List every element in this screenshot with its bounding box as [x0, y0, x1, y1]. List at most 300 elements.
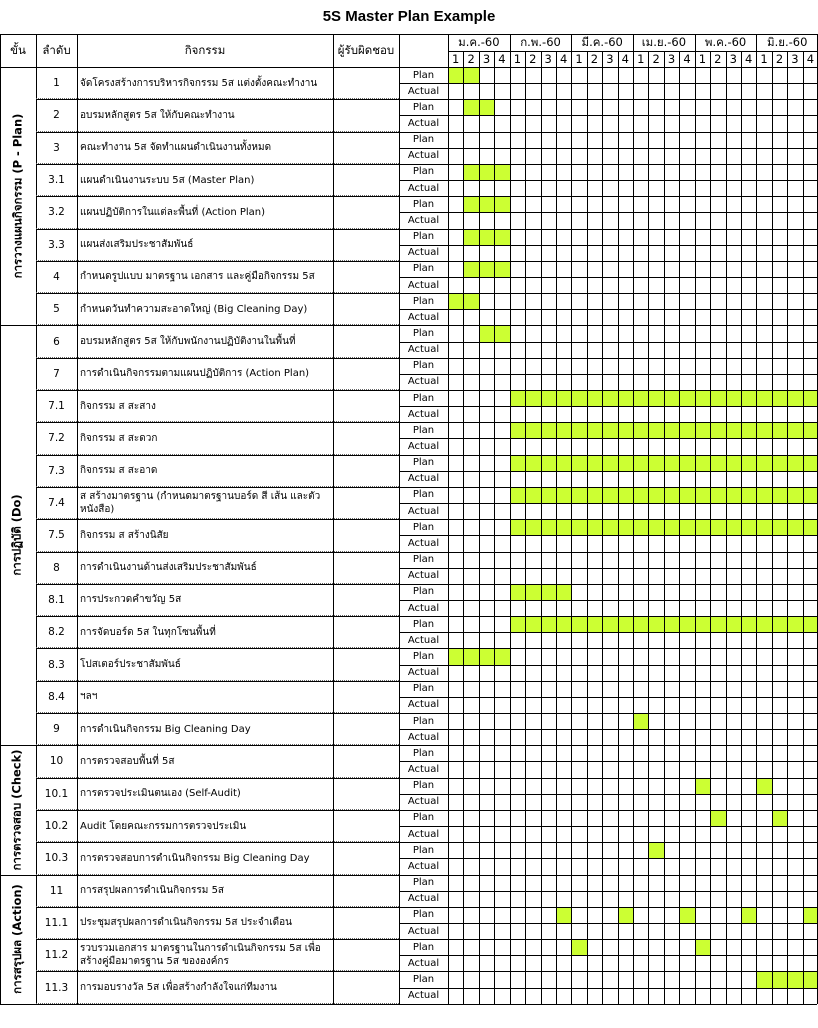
task-name: กิจกรรม ส สร้างนิสัย	[80, 529, 169, 541]
plan-bar-cell	[541, 422, 556, 438]
task-seq: 10.3	[44, 852, 69, 865]
week-header: 2	[590, 52, 599, 66]
plan-label: Plan	[412, 877, 435, 889]
grid-line	[36, 648, 817, 649]
grid-line	[664, 51, 665, 1004]
grid-line	[36, 358, 817, 359]
grid-line	[36, 681, 817, 682]
plan-label: Plan	[412, 521, 435, 533]
grid-line	[399, 858, 817, 859]
actual-label: Actual	[407, 311, 440, 323]
plan-bar-cell	[494, 196, 509, 212]
plan-label: Plan	[412, 69, 435, 81]
plan-bar-cell	[571, 487, 586, 503]
task-name: การดำเนินงานด้านส่งเสริมประชาสัมพันธ์	[80, 562, 257, 574]
plan-bar-cell	[525, 455, 540, 471]
plan-bar-cell	[541, 455, 556, 471]
task-seq: 3.3	[48, 238, 65, 251]
plan-bar-cell	[510, 616, 525, 632]
plan-label: Plan	[412, 134, 435, 146]
week-header: 3	[482, 52, 491, 66]
grid-line	[787, 51, 788, 1004]
week-header: 2	[775, 52, 784, 66]
actual-label: Actual	[407, 118, 440, 129]
plan-bar-cell	[510, 390, 525, 406]
grid-line	[399, 923, 817, 924]
plan-bar-cell	[648, 455, 663, 471]
grid-line	[399, 342, 817, 343]
task-name: การมอบรางวัล 5ส เพื่อสร้างกำลังใจแก่ทีมงาน	[80, 982, 277, 994]
phase-label-text: การสรุปผล (Action)	[10, 884, 25, 994]
actual-label: Actual	[407, 893, 440, 905]
plan-bar-cell	[510, 584, 525, 600]
plan-bar-cell	[741, 390, 756, 406]
plan-bar-cell	[525, 519, 540, 535]
plan-bar-cell	[541, 584, 556, 600]
plan-bar-cell	[710, 422, 725, 438]
plan-label: Plan	[412, 295, 435, 307]
plan-bar-cell	[679, 907, 694, 923]
plan-bar-cell	[525, 616, 540, 632]
week-header: 1	[698, 52, 707, 66]
week-header: 4	[621, 52, 629, 66]
plan-bar-cell	[602, 519, 617, 535]
grid-line	[36, 293, 817, 294]
grid-line	[399, 632, 817, 633]
grid-line	[710, 51, 711, 1004]
plan-bar-cell	[556, 390, 571, 406]
task-seq: 10.2	[44, 820, 69, 833]
plan-bar-cell	[787, 487, 802, 503]
plan-bar-cell	[664, 487, 679, 503]
plan-bar-cell	[510, 519, 525, 535]
grid-line	[36, 778, 817, 779]
plan-bar-cell	[787, 455, 802, 471]
plan-bar-cell	[633, 487, 648, 503]
plan-bar-cell	[494, 164, 509, 180]
task-seq: 8.1	[48, 593, 65, 606]
grid-line	[399, 471, 817, 472]
week-header: 2	[652, 52, 660, 66]
plan-bar-cell	[664, 390, 679, 406]
task-name: Audit โดยคณะกรรมการตรวจประเมิน	[80, 820, 247, 832]
task-name: แผนปฏิบัติการในแต่ละพื้นที่ (Action Plan)	[80, 206, 266, 218]
week-header: 3	[791, 52, 799, 66]
task-name: การดำเนินกิจกรรม Big Cleaning Day	[80, 723, 251, 735]
grid-line	[399, 535, 817, 536]
grid-line	[36, 810, 817, 811]
plan-bar-cell	[726, 616, 741, 632]
plan-bar-cell	[602, 422, 617, 438]
week-header: 2	[529, 52, 537, 66]
plan-bar-cell	[463, 229, 478, 245]
plan-bar-cell	[710, 390, 725, 406]
plan-bar-cell	[448, 67, 463, 83]
plan-bar-cell	[463, 261, 478, 277]
grid-line	[399, 761, 817, 762]
plan-label: Plan	[412, 812, 435, 824]
grid-line	[399, 988, 817, 989]
plan-bar-cell	[633, 616, 648, 632]
grid-line	[399, 955, 817, 956]
task-seq: 7.4	[48, 497, 65, 510]
actual-label: Actual	[407, 796, 440, 808]
week-header: 1	[575, 52, 583, 66]
plan-bar-cell	[664, 422, 679, 438]
plan-label: Plan	[412, 327, 435, 339]
task-seq: 5	[53, 303, 60, 316]
task-name: จัดโครงสร้างการบริหารกิจกรรม 5ส แต่งตั้งคณะทำงาน	[80, 77, 318, 89]
task-seq: 8	[53, 561, 60, 574]
plan-label: Plan	[412, 392, 435, 404]
grid-line	[648, 51, 649, 1004]
plan-bar-cell	[679, 487, 694, 503]
plan-bar-cell	[772, 810, 787, 826]
plan-bar-cell	[772, 422, 787, 438]
plan-bar-cell	[695, 939, 710, 955]
plan-bar-cell	[772, 971, 787, 987]
header-phase: ขั้น	[10, 42, 26, 57]
week-header: 4	[559, 52, 568, 66]
phase-label-text: การตรวจสอบ (Check)	[10, 749, 25, 871]
grid-line	[36, 519, 817, 520]
month-header: พ.ค.-60	[704, 34, 747, 49]
plan-label: Plan	[412, 166, 435, 178]
grid-line	[399, 697, 817, 698]
plan-bar-cell	[525, 422, 540, 438]
plan-bar-cell	[633, 390, 648, 406]
actual-label: Actual	[407, 408, 440, 420]
actual-label: Actual	[407, 957, 440, 969]
header-seq: ลำดับ	[42, 42, 71, 57]
task-seq: 8.4	[48, 690, 65, 703]
grid-line	[399, 83, 817, 84]
plan-bar-cell	[510, 487, 525, 503]
actual-label: Actual	[407, 860, 440, 872]
plan-bar-cell	[463, 67, 478, 83]
actual-label: Actual	[407, 473, 440, 485]
plan-bar-cell	[510, 455, 525, 471]
task-seq: 7.2	[48, 432, 65, 445]
plan-bar-cell	[633, 713, 648, 729]
plan-label: Plan	[412, 424, 435, 436]
plan-bar-cell	[772, 455, 787, 471]
actual-label: Actual	[407, 764, 440, 775]
grid-line	[587, 51, 588, 1004]
plan-label: Plan	[412, 198, 435, 210]
task-seq: 8.3	[48, 658, 65, 671]
grid-line	[0, 745, 817, 746]
plan-bar-cell	[556, 584, 571, 600]
grid-line	[36, 261, 817, 262]
task-seq: 11	[49, 884, 64, 897]
plan-bar-cell	[756, 455, 771, 471]
grid-line	[36, 487, 817, 488]
plan-bar-cell	[463, 293, 478, 309]
week-header: 1	[760, 52, 768, 66]
plan-bar-cell	[756, 487, 771, 503]
plan-bar-cell	[556, 422, 571, 438]
week-header: 4	[683, 52, 691, 66]
task-seq: 11.3	[44, 981, 69, 994]
plan-bar-cell	[463, 196, 478, 212]
plan-bar-cell	[602, 455, 617, 471]
plan-bar-cell	[664, 519, 679, 535]
actual-label: Actual	[407, 925, 440, 937]
actual-label: Actual	[407, 214, 440, 226]
plan-bar-cell	[541, 616, 556, 632]
plan-bar-cell	[726, 487, 741, 503]
plan-label: Plan	[412, 586, 435, 598]
plan-bar-cell	[710, 519, 725, 535]
plan-bar-cell	[772, 390, 787, 406]
plan-bar-cell	[679, 616, 694, 632]
plan-bar-cell	[571, 519, 586, 535]
actual-label: Actual	[407, 505, 440, 517]
actual-label: Actual	[407, 344, 440, 356]
grid-line	[36, 196, 817, 197]
task-name: อบรมหลักสูตร 5ส ให้กับคณะทำงาน	[80, 109, 235, 121]
plan-bar-cell	[710, 810, 725, 826]
plan-bar-cell	[479, 99, 494, 115]
grid-line	[36, 552, 817, 553]
grid-line	[726, 51, 727, 1004]
actual-label: Actual	[407, 279, 440, 291]
phase-label	[0, 875, 36, 1004]
plan-bar-cell	[726, 390, 741, 406]
task-seq: 3.2	[48, 206, 65, 219]
grid-line	[36, 455, 817, 456]
grid-line	[399, 665, 817, 666]
plan-bar-cell	[494, 261, 509, 277]
grid-line	[399, 374, 817, 375]
plan-bar-cell	[741, 422, 756, 438]
grid-line	[541, 51, 542, 1004]
plan-label: Plan	[412, 101, 435, 113]
task-name: ฯลฯ	[80, 691, 98, 703]
plan-bar-cell	[726, 519, 741, 535]
plan-bar-cell	[571, 390, 586, 406]
plan-bar-cell	[602, 616, 617, 632]
task-name: การประกวดคำขวัญ 5ส	[80, 594, 182, 606]
plan-bar-cell	[556, 487, 571, 503]
plan-label: Plan	[412, 650, 435, 662]
phase-label	[0, 325, 36, 745]
plan-label: Plan	[412, 844, 435, 856]
grid-line	[399, 180, 817, 181]
grid-line	[399, 212, 817, 213]
plan-bar-cell	[679, 390, 694, 406]
task-seq: 7.5	[48, 529, 65, 542]
plan-bar-cell	[510, 422, 525, 438]
plan-bar-cell	[648, 422, 663, 438]
plan-bar-cell	[463, 164, 478, 180]
plan-bar-cell	[695, 422, 710, 438]
plan-bar-cell	[525, 487, 540, 503]
grid-line	[399, 115, 817, 116]
task-seq: 11.2	[44, 949, 69, 962]
actual-label: Actual	[407, 182, 440, 194]
phase-label-text: การปฏิบัติ (Do)	[10, 494, 25, 577]
phase-label-text: การวางแผนกิจกรรม (P - Plan)	[10, 113, 24, 279]
plan-bar-cell	[448, 293, 463, 309]
plan-bar-cell	[556, 907, 571, 923]
grid-line	[399, 438, 817, 439]
task-seq: 8.2	[48, 626, 65, 639]
plan-bar-cell	[772, 487, 787, 503]
page-title: 5S Master Plan Example	[322, 8, 496, 25]
plan-bar-cell	[741, 519, 756, 535]
week-header: 3	[606, 52, 614, 66]
plan-bar-cell	[602, 390, 617, 406]
plan-label: Plan	[412, 231, 435, 243]
task-seq: 9	[53, 723, 60, 736]
task-name: การดำเนินกิจกรรมตามแผนปฏิบัติการ (Action Plan)	[80, 368, 310, 380]
task-name: กำหนดวันทำความสะอาดใหญ่ (Big Cleaning Day)	[80, 303, 308, 315]
actual-label: Actual	[407, 731, 440, 743]
grid-line	[602, 51, 603, 1004]
plan-label: Plan	[412, 683, 435, 695]
grid-line	[525, 51, 526, 1004]
task-seq: 3	[53, 141, 60, 154]
week-header: 4	[806, 52, 815, 66]
grid-line	[36, 713, 817, 714]
plan-bar-cell	[448, 648, 463, 664]
grid-line	[36, 971, 817, 972]
plan-bar-cell	[726, 422, 741, 438]
grid-line	[399, 729, 817, 730]
task-name: การตรวจสอบพื้นที่ 5ส	[80, 755, 175, 767]
grid-line	[36, 99, 817, 100]
plan-bar-cell	[587, 422, 602, 438]
task-name: การสรุปผลการดำเนินกิจกรรม 5ส	[80, 885, 225, 897]
plan-bar-cell	[494, 325, 509, 341]
task-seq: 7.3	[48, 464, 65, 477]
plan-bar-cell	[633, 422, 648, 438]
task-seq: 7.1	[48, 400, 65, 413]
plan-bar-cell	[787, 390, 802, 406]
plan-bar-cell	[541, 519, 556, 535]
grid-line	[0, 875, 817, 876]
plan-bar-cell	[571, 939, 586, 955]
header-owner: ผู้รับผิดชอบ	[337, 42, 395, 57]
task-seq: 3.1	[48, 174, 65, 187]
week-header: 2	[467, 52, 475, 66]
plan-bar-cell	[633, 455, 648, 471]
plan-bar-cell	[618, 519, 633, 535]
week-header: 1	[513, 52, 522, 66]
plan-bar-cell	[571, 455, 586, 471]
grid-line	[772, 51, 773, 1004]
plan-bar-cell	[494, 229, 509, 245]
week-header: 3	[667, 52, 676, 66]
plan-bar-cell	[648, 390, 663, 406]
grid-line	[36, 584, 817, 585]
plan-bar-cell	[756, 616, 771, 632]
plan-bar-cell	[618, 390, 633, 406]
plan-bar-cell	[695, 778, 710, 794]
plan-label: Plan	[412, 360, 435, 372]
task-name: โปสเตอร์ประชาสัมพันธ์	[80, 659, 181, 671]
plan-bar-cell	[664, 616, 679, 632]
actual-label: Actual	[407, 990, 440, 1002]
month-header: เม.ย.-60	[641, 34, 687, 49]
plan-bar-cell	[618, 487, 633, 503]
grid-line	[399, 245, 817, 246]
grid-line	[803, 51, 804, 1004]
task-seq: 11.1	[44, 916, 69, 929]
plan-bar-cell	[741, 455, 756, 471]
actual-label: Actual	[407, 602, 440, 614]
grid-line	[36, 422, 817, 423]
plan-bar-cell	[618, 907, 633, 923]
task-name: อบรมหลักสูตร 5ส ให้กับพนักงานปฏิบัติงานในพื้นที่	[80, 336, 296, 348]
plan-bar-cell	[803, 390, 818, 406]
task-name: กิจกรรม ส สะดวก	[80, 432, 158, 444]
plan-bar-cell	[571, 616, 586, 632]
task-name: แผนดำเนินงานระบบ 5ส (Master Plan)	[80, 174, 255, 186]
plan-bar-cell	[463, 99, 478, 115]
plan-bar-cell	[695, 390, 710, 406]
grid-line	[741, 51, 742, 1004]
plan-bar-cell	[787, 519, 802, 535]
grid-line	[618, 51, 619, 1004]
month-header: มิ.ย.-60	[767, 34, 808, 49]
plan-bar-cell	[556, 455, 571, 471]
actual-label: Actual	[407, 85, 440, 97]
plan-bar-cell	[756, 971, 771, 987]
plan-bar-cell	[741, 487, 756, 503]
grid-line	[0, 34, 1, 1004]
grid-line	[0, 325, 817, 326]
plan-bar-cell	[525, 584, 540, 600]
plan-label: Plan	[412, 618, 435, 630]
task-name: กิจกรรม ส สะสาง	[80, 400, 156, 412]
plan-bar-cell	[710, 455, 725, 471]
plan-bar-cell	[479, 229, 494, 245]
plan-label: Plan	[412, 489, 435, 501]
grid-line	[36, 229, 817, 230]
plan-bar-cell	[587, 519, 602, 535]
plan-bar-cell	[648, 842, 663, 858]
plan-bar-cell	[587, 487, 602, 503]
plan-bar-cell	[772, 519, 787, 535]
week-header: 1	[452, 52, 460, 66]
grid-line	[399, 503, 817, 504]
grid-line	[36, 616, 817, 617]
plan-bar-cell	[648, 519, 663, 535]
grid-line	[399, 600, 817, 601]
plan-bar-cell	[494, 648, 509, 664]
plan-bar-cell	[695, 616, 710, 632]
grid-line	[36, 939, 817, 940]
plan-bar-cell	[803, 519, 818, 535]
plan-bar-cell	[479, 196, 494, 212]
grid-line	[399, 406, 817, 407]
plan-bar-cell	[571, 422, 586, 438]
plan-bar-cell	[787, 422, 802, 438]
grid-line	[36, 907, 817, 908]
grid-line	[399, 891, 817, 892]
actual-label: Actual	[407, 150, 440, 162]
actual-label: Actual	[407, 667, 440, 679]
plan-bar-cell	[803, 907, 818, 923]
plan-bar-cell	[803, 487, 818, 503]
actual-label: Actual	[407, 634, 440, 646]
actual-label: Actual	[407, 570, 440, 582]
plan-bar-cell	[463, 648, 478, 664]
plan-bar-cell	[479, 648, 494, 664]
